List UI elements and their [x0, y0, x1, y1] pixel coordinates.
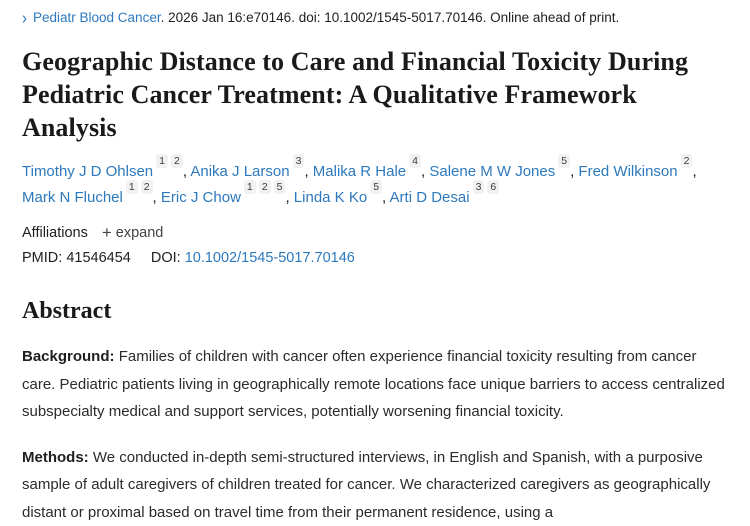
expand-label: expand [116, 225, 164, 241]
doi-group [151, 250, 355, 266]
affiliation-number-badge[interactable]: 2 [171, 154, 183, 168]
affiliation-number-badge[interactable]: 6 [487, 180, 499, 194]
affiliation-number-badge[interactable]: 3 [473, 180, 485, 194]
author-link[interactable]: Malika R Hale [313, 163, 406, 180]
abstract-section-label: Methods: [22, 449, 93, 466]
affiliations-row [22, 224, 730, 241]
author-separator: , [285, 189, 293, 206]
author-separator: , [692, 163, 696, 180]
authors-list [22, 159, 730, 211]
author-link[interactable]: Arti D Desai [390, 189, 470, 206]
abstract-heading: Abstract [22, 297, 730, 325]
citation-details: . 2026 Jan 16:e70146. doi: 10.1002/1545-5017.70146. Online ahead of print. [161, 10, 620, 25]
author-separator: , [382, 189, 390, 206]
citation-text [33, 8, 619, 28]
author-separator: , [570, 163, 578, 180]
plus-icon: + [102, 224, 112, 241]
author-separator: , [153, 189, 161, 206]
author-link[interactable]: Fred Wilkinson [578, 163, 677, 180]
abstract-section [22, 444, 730, 526]
author-link[interactable]: Anika J Larson [190, 163, 289, 180]
pmid-value: 41546454 [66, 250, 131, 266]
affiliation-number-badge[interactable]: 1 [126, 180, 138, 194]
doi-link[interactable]: 10.1002/1545-5017.70146 [185, 250, 355, 266]
abstract-section-text: Families of children with cancer often experience financial toxicity resulting from cancer care. Pediatric patients living in geographically remote locations face unique barriers to access centralized subspecialty medical and support services, potentially worsening financial toxicity. [22, 348, 725, 420]
author-link[interactable]: Linda K Ko [294, 189, 367, 206]
affiliation-number-badge[interactable]: 5 [274, 180, 286, 194]
abstract-body [22, 343, 730, 526]
affiliations-label: Affiliations [22, 225, 88, 241]
affiliation-number-badge[interactable]: 1 [244, 180, 256, 194]
chevron-right-icon[interactable]: › [22, 9, 27, 26]
journal-link[interactable]: Pediatr Blood Cancer [33, 10, 161, 25]
abstract-section [22, 343, 730, 426]
affiliation-number-badge[interactable]: 3 [293, 154, 305, 168]
author-link[interactable]: Mark N Fluchel [22, 189, 123, 206]
pmid-group [22, 250, 135, 266]
author-separator: , [183, 163, 191, 180]
affiliation-number-badge[interactable]: 2 [259, 180, 271, 194]
expand-affiliations-button[interactable] [102, 224, 164, 241]
affiliation-number-badge[interactable]: 1 [156, 154, 168, 168]
author-separator: , [421, 163, 429, 180]
author-separator: , [304, 163, 312, 180]
article-title: Geographic Distance to Care and Financial Toxicity During Pediatric Cancer Treatment: A Qualitative Framework Analysis [22, 45, 722, 144]
author-link[interactable]: Timothy J D Ohlsen [22, 163, 153, 180]
identifiers-row [22, 250, 730, 266]
affiliation-number-badge[interactable]: 2 [681, 154, 693, 168]
affiliation-number-badge[interactable]: 2 [141, 180, 153, 194]
abstract-section-text: We conducted in-depth semi-structured interviews, in English and Spanish, with a purposive sample of adult caregivers of children treated for cancer. We characterized caregivers as geographically distant or proximal based on travel time from their permanent residence, using a [22, 449, 710, 521]
author-link[interactable]: Eric J Chow [161, 189, 241, 206]
abstract-section-label: Background: [22, 348, 119, 365]
affiliation-number-badge[interactable]: 5 [558, 154, 570, 168]
author-link[interactable]: Salene M W Jones [429, 163, 555, 180]
journal-citation [22, 8, 730, 28]
affiliation-number-badge[interactable]: 4 [409, 154, 421, 168]
affiliation-number-badge[interactable]: 5 [370, 180, 382, 194]
pmid-label: PMID: [22, 250, 62, 266]
doi-label: DOI: [151, 250, 181, 266]
